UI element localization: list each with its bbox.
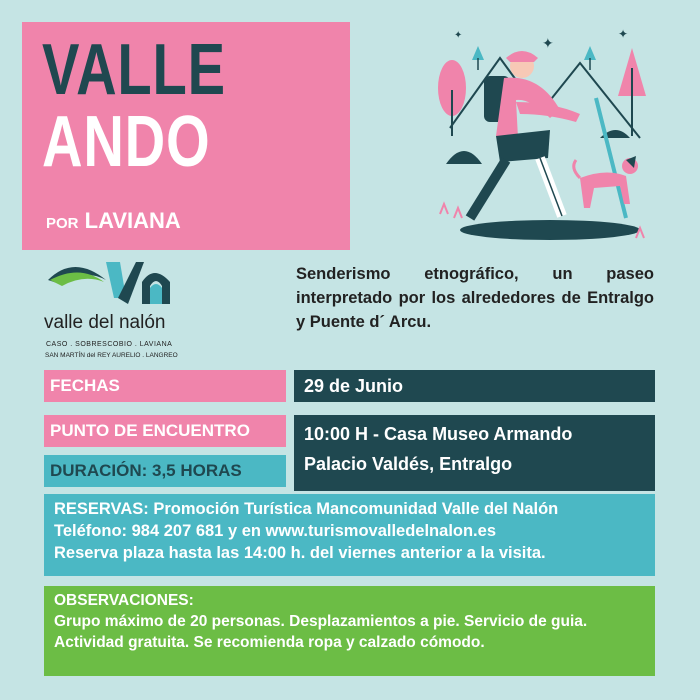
reservas-line1: RESERVAS: Promoción Turística Mancomunidad Valle del Nalón xyxy=(54,500,559,518)
punto-encuentro-value xyxy=(294,415,655,491)
activity-description: Senderismo etnográfico, un paseo interpretado por los alrededores de Entralgo y Puente d´ Arcu. xyxy=(296,265,654,331)
valle-del-nalon-logo xyxy=(44,258,184,316)
duracion-label: DURACIÓN: 3,5 HORAS xyxy=(44,455,286,487)
observaciones-line2: Actividad gratuita. Se recomienda ropa y calzado cómodo. xyxy=(54,634,485,651)
title-ando: ANDO xyxy=(42,102,211,182)
reservas-box xyxy=(44,494,655,576)
svg-text:✦: ✦ xyxy=(454,30,463,41)
punto-encuentro-line1: 10:00 H - Casa Museo Armando xyxy=(304,424,573,444)
logo-towns-line1: CASO . SOBRESCOBIO . LAVIANA xyxy=(46,341,173,348)
fechas-label: FECHAS xyxy=(44,370,286,402)
subtitle-prefix: POR xyxy=(46,215,79,232)
svg-text:✦: ✦ xyxy=(618,27,629,41)
subtitle-place: LAVIANA xyxy=(84,208,181,233)
subtitle xyxy=(46,208,181,237)
fechas-value: 29 de Junio xyxy=(294,370,655,402)
hiker-with-dog-icon xyxy=(430,18,670,250)
observaciones-title: OBSERVACIONES: xyxy=(54,592,194,609)
logo-name: valle del nalón xyxy=(44,312,166,333)
punto-encuentro-line2: Palacio Valdés, Entralgo xyxy=(304,454,513,474)
title-valle: VALLE xyxy=(42,30,226,110)
observaciones-line1: Grupo máximo de 20 personas. Desplazamientos a pie. Servicio de guia. xyxy=(54,613,588,630)
reservas-deadline-line: Reserva plaza hasta las 14:00 h. del viernes anterior a la visita. xyxy=(54,544,546,562)
punto-encuentro-label: PUNTO DE ENCUENTRO xyxy=(44,415,286,447)
svg-text:✦: ✦ xyxy=(542,36,554,52)
logo-towns-line2: SAN MARTÍN del REY AURELIO . LANGREO xyxy=(45,352,178,359)
reservas-phone-line: Teléfono: 984 207 681 y en www.turismovalledelnalon.es xyxy=(54,522,496,540)
observaciones-box xyxy=(44,586,655,676)
